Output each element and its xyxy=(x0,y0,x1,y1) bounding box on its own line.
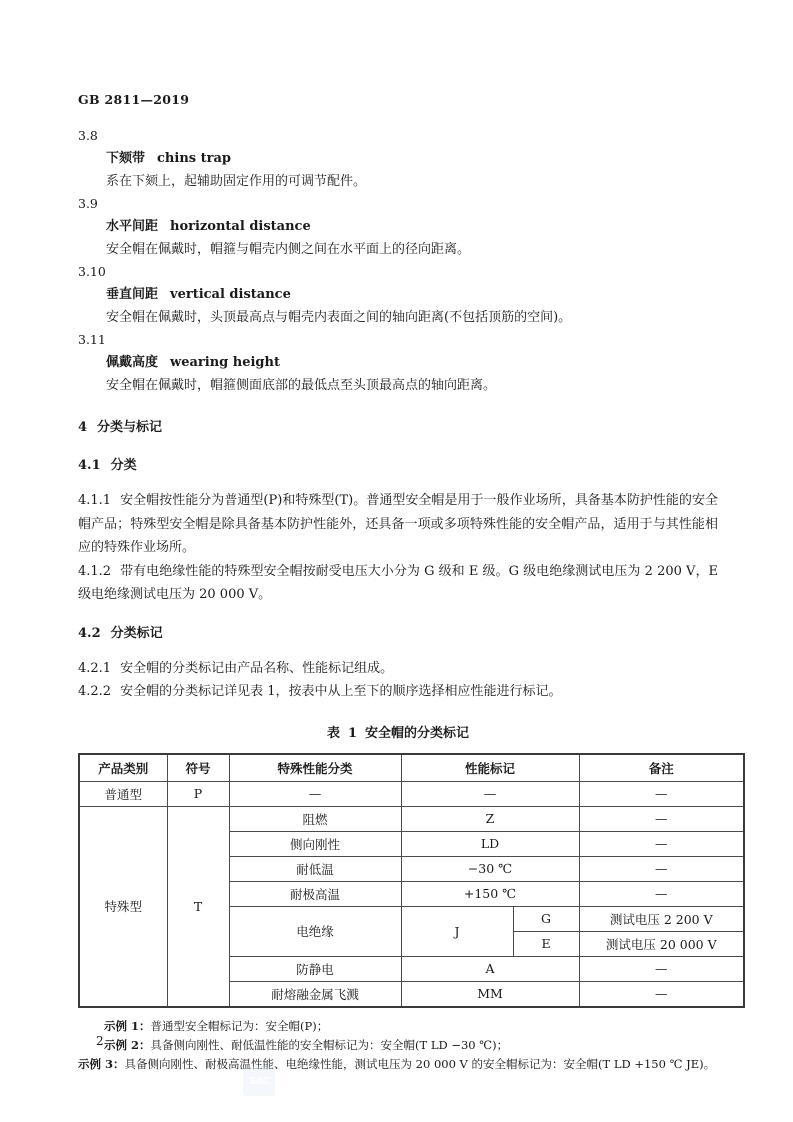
table-header-category: 产品类别 xyxy=(79,754,167,782)
table-caption-title: 安全帽的分类标记 xyxy=(365,725,470,741)
paragraph-number: 4.2.2 xyxy=(78,684,112,699)
example-1 xyxy=(78,1017,718,1036)
cell-grade-e: E xyxy=(513,931,579,956)
term-zh: 下颏带 xyxy=(106,151,146,166)
table-header-symbol: 符号 xyxy=(167,754,229,782)
cell-mark: A xyxy=(401,956,579,981)
cell-remark: — xyxy=(579,806,744,831)
cell-grade-g: G xyxy=(513,906,579,931)
watermark-label: SAC xyxy=(248,1075,270,1087)
paragraph-4-2-1 xyxy=(78,657,718,681)
term-heading-3-11 xyxy=(106,351,718,374)
cell-feature-insulation: 电绝缘 xyxy=(229,906,401,956)
clause-number-3-10: 3.10 xyxy=(78,264,106,279)
example-2 xyxy=(78,1036,718,1055)
cell-category-special: 特殊型 xyxy=(79,806,167,1007)
cell-remark: — xyxy=(579,831,744,856)
paragraph-4-2-2 xyxy=(78,680,718,704)
paragraph-text: 带有电绝缘性能的特殊型安全帽按耐受电压大小分为 G 级和 E 级。G 级电绝缘测试电压为 2 200 V，E 级电绝缘测试电压为 20 000 V。 xyxy=(78,563,718,602)
table-header-feature: 特殊性能分类 xyxy=(229,754,401,782)
term-definition-3-8: 系在下颏上，起辅助固定作用的可调节配件。 xyxy=(106,174,367,189)
section-number: 4.2 xyxy=(78,625,101,641)
table-row xyxy=(79,781,744,806)
term-en: vertical distance xyxy=(170,287,291,302)
clause-number-3-8: 3.8 xyxy=(78,128,98,143)
table-row xyxy=(79,806,744,831)
section-title: 分类与标记 xyxy=(97,420,163,435)
term-en: horizontal distance xyxy=(170,219,311,234)
cell-mark: MM xyxy=(401,981,579,1007)
cell-symbol-special: T xyxy=(167,806,229,1007)
table-caption-number: 1 xyxy=(347,725,358,741)
cell-remark: — xyxy=(579,856,744,881)
cell-feature: 阻燃 xyxy=(229,806,401,831)
example-label: 示例 3： xyxy=(78,1056,125,1071)
table-header-remark: 备注 xyxy=(579,754,744,782)
cell-remark: — xyxy=(579,981,744,1007)
paragraph-text: 安全帽的分类标记由产品名称、性能标记组成。 xyxy=(120,660,394,676)
cell-feature: 耐低温 xyxy=(229,856,401,881)
example-label: 示例 2： xyxy=(104,1037,151,1052)
term-en: chins trap xyxy=(157,151,231,166)
cell-remark: — xyxy=(579,956,744,981)
sac-watermark-icon xyxy=(243,1066,275,1096)
classification-table xyxy=(78,753,745,1008)
examples-block xyxy=(78,1017,718,1074)
table-caption xyxy=(78,724,718,744)
example-text: 具备侧向刚性、耐极高温性能、电绝缘性能，测试电压为 20 000 V 的安全帽标记为：安全帽(T LD +150 ℃ JE)。 xyxy=(124,1056,716,1071)
clause-number-3-9: 3.9 xyxy=(78,196,98,211)
term-zh: 水平间距 xyxy=(106,219,159,234)
paragraph-4-1-1 xyxy=(78,489,718,560)
cell-category-normal: 普通型 xyxy=(79,781,167,806)
term-zh: 垂直间距 xyxy=(106,287,159,302)
example-3 xyxy=(78,1055,718,1074)
cell-symbol-normal: P xyxy=(167,781,229,806)
table-header-row xyxy=(79,754,744,782)
example-label: 示例 1： xyxy=(104,1018,151,1033)
term-zh: 佩戴高度 xyxy=(106,355,159,370)
cell-remark: — xyxy=(579,881,744,906)
cell-remark-normal: — xyxy=(579,781,744,806)
paragraph-number: 4.2.1 xyxy=(78,660,112,676)
section-heading-4 xyxy=(78,417,718,439)
paragraph-text: 安全帽按性能分为普通型(P)和特殊型(T)。普通型安全帽是用于一般作业场所，具备基本防护性能的安全帽产品；特殊型安全帽是除具备基本防护性能外，还具备一项或多项特殊性能的安全帽产品，适用于与其性能相应的特殊作业场所。 xyxy=(78,493,718,555)
paragraph-number: 4.1.2 xyxy=(78,563,112,579)
cell-mark-normal: — xyxy=(401,781,579,806)
term-definition-3-9: 安全帽在佩戴时，帽箍与帽壳内侧之间在水平面上的径向距离。 xyxy=(106,242,471,257)
cell-feature: 侧向刚性 xyxy=(229,831,401,856)
section-title: 分类标记 xyxy=(110,625,163,641)
cell-mark: Z xyxy=(401,806,579,831)
term-heading-3-9 xyxy=(106,215,718,238)
cell-remark-grade-g: 测试电压 2 200 V xyxy=(579,906,744,931)
term-heading-3-10 xyxy=(106,283,718,306)
table-caption-prefix: 表 xyxy=(326,725,340,741)
paragraph-text: 安全帽的分类标记详见表 1，按表中从上至下的顺序选择相应性能进行标记。 xyxy=(120,684,562,699)
section-number: 4.1 xyxy=(78,458,101,473)
table-header-mark: 性能标记 xyxy=(401,754,579,782)
section-heading-4-1 xyxy=(78,455,718,477)
cell-feature: 防静电 xyxy=(229,956,401,981)
page-content xyxy=(78,125,718,1074)
paragraph-4-1-2 xyxy=(78,560,718,607)
clause-number-3-11: 3.11 xyxy=(78,332,106,347)
cell-remark-grade-e: 测试电压 20 000 V xyxy=(579,931,744,956)
paragraph-number: 4.1.1 xyxy=(78,493,112,508)
cell-feature: 耐极高温 xyxy=(229,881,401,906)
cell-mark: +150 ℃ xyxy=(401,881,579,906)
section-title: 分类 xyxy=(110,458,137,473)
example-text: 具备侧向刚性、耐低温性能的安全帽标记为：安全帽(T LD −30 ℃)； xyxy=(150,1037,509,1052)
cell-mark: LD xyxy=(401,831,579,856)
section-heading-4-2 xyxy=(78,623,718,645)
running-head: GB 2811—2019 xyxy=(78,92,190,107)
page-number: 2 xyxy=(96,1034,104,1048)
cell-feature: 耐熔融金属飞溅 xyxy=(229,981,401,1007)
example-text: 普通型安全帽标记为：安全帽(P)； xyxy=(150,1018,329,1033)
cell-mark-insulation: J xyxy=(401,906,513,956)
section-number: 4 xyxy=(78,420,88,435)
cell-feature-normal: — xyxy=(229,781,401,806)
term-definition-3-10: 安全帽在佩戴时，头顶最高点与帽壳内表面之间的轴向距离(不包括顶筋的空间)。 xyxy=(106,310,572,325)
term-definition-3-11: 安全帽在佩戴时，帽箍侧面底部的最低点至头顶最高点的轴向距离。 xyxy=(106,378,497,393)
term-heading-3-8 xyxy=(106,147,718,170)
cell-mark: −30 ℃ xyxy=(401,856,579,881)
term-en: wearing height xyxy=(170,355,280,370)
